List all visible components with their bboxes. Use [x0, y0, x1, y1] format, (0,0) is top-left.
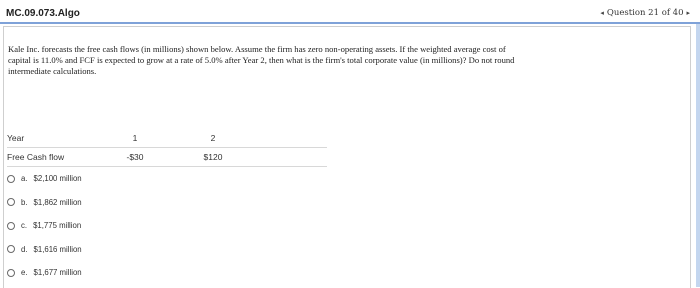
radio-button[interactable]: [7, 269, 15, 277]
option-e[interactable]: [7, 261, 82, 285]
question-line: intermediate calculations.: [8, 66, 97, 77]
option-text: $2,100 million: [33, 174, 82, 184]
answer-options: [7, 167, 82, 285]
question-id: MC.09.073.Algo: [6, 8, 80, 19]
option-d[interactable]: [7, 238, 82, 262]
next-question-icon[interactable]: ▸: [686, 9, 690, 17]
previous-question-icon[interactable]: ◂: [600, 9, 604, 17]
radio-button[interactable]: [7, 222, 15, 230]
option-b[interactable]: [7, 191, 82, 215]
option-letter: e.: [21, 268, 28, 278]
table-row-year: [7, 129, 327, 148]
option-letter: b.: [21, 197, 28, 207]
header-bar: [0, 0, 700, 22]
option-text: $1,616 million: [33, 244, 82, 254]
option-a[interactable]: [7, 167, 82, 191]
question-line: capital is 11.0% and FCF is expected to grow at a rate of 5.0% after Year 2, then what is the firm's total corporate value (in millions)? Do not round: [8, 55, 515, 66]
right-scroll-accent: [696, 24, 700, 287]
question-line: Kale Inc. forecasts the free cash flows (in millions) shown below. Assume the firm has zero non-operating assets. If the weighted average cost of: [8, 44, 506, 54]
table-cell: $120: [203, 152, 223, 162]
table-cell: -$30: [126, 152, 144, 162]
question-navigator: [600, 8, 690, 18]
option-letter: d.: [21, 244, 28, 254]
option-text: $1,862 million: [33, 197, 82, 207]
option-text: $1,677 million: [33, 268, 82, 278]
radio-button[interactable]: [7, 175, 15, 183]
option-letter: a.: [21, 174, 28, 184]
option-text: $1,775 million: [33, 221, 82, 231]
header-divider: [0, 22, 700, 24]
option-letter: c.: [21, 221, 28, 231]
question-text: [8, 44, 688, 78]
radio-button[interactable]: [7, 198, 15, 206]
table-cell: 1: [132, 133, 138, 143]
question-counter: Question 21 of 40: [606, 8, 684, 18]
table-row-fcf: [7, 148, 327, 167]
row-label: Free Cash flow: [7, 152, 65, 162]
table-cell: 2: [210, 133, 216, 143]
cash-flow-table: [7, 129, 327, 167]
radio-button[interactable]: [7, 245, 15, 253]
row-label: Year: [7, 133, 25, 143]
option-c[interactable]: [7, 214, 82, 238]
